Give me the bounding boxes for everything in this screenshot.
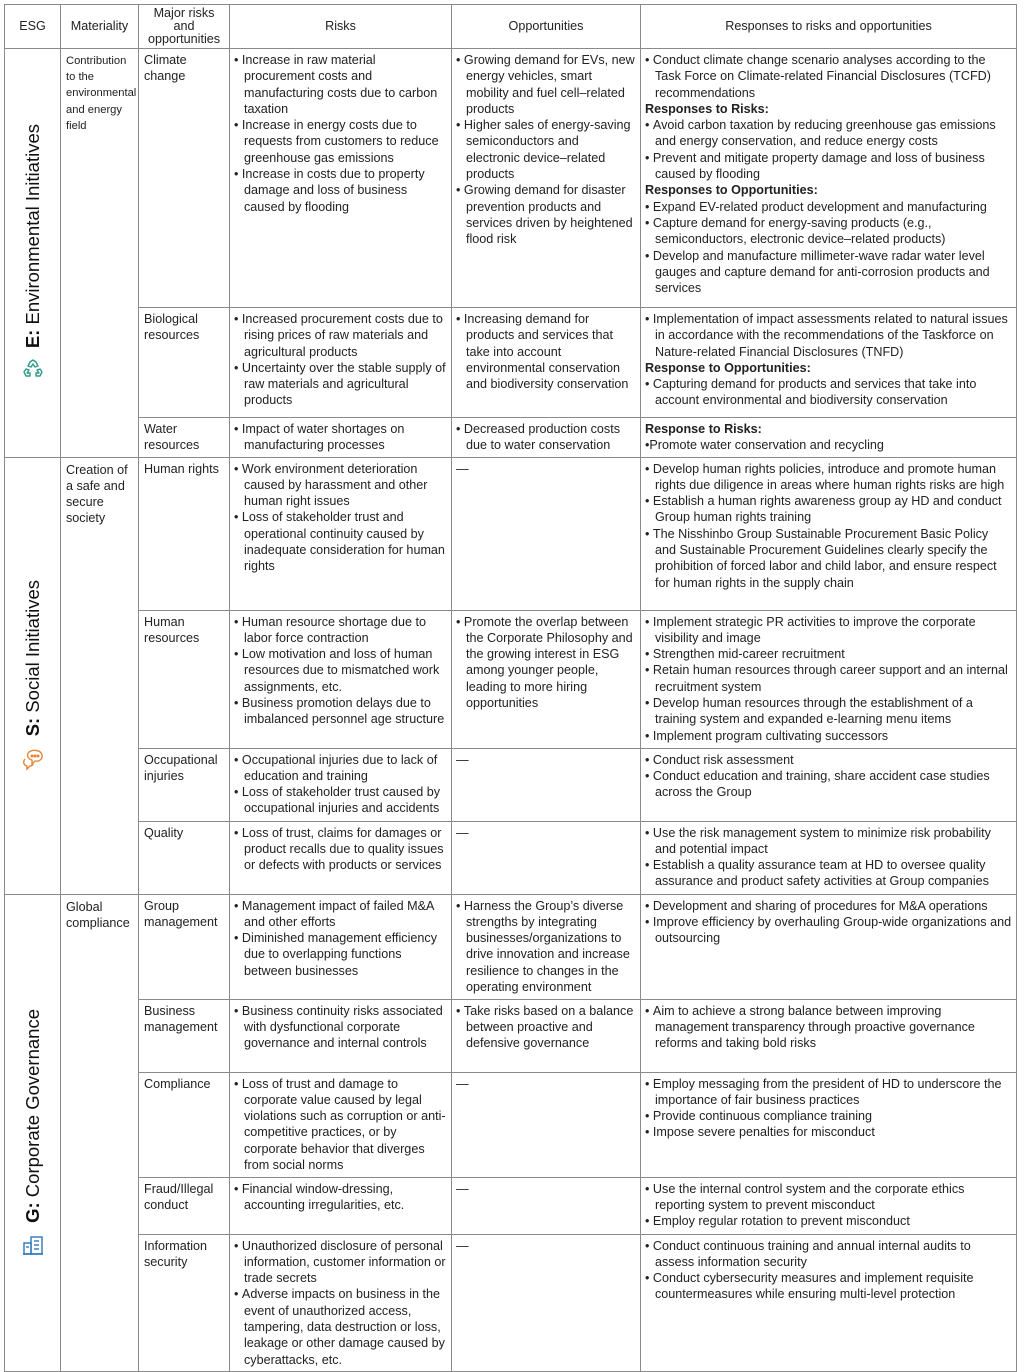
list-item: • Conduct climate change scenario analyses according to the Task Force on Climate-related Financial Disclosures (TCFD) recommendations bbox=[645, 52, 1012, 101]
list-item: • Provide continuous compliance training bbox=[645, 1108, 1012, 1124]
list-item: • Work environment deterioration caused by harassment and other human right issues bbox=[234, 461, 447, 510]
list-item: • Implement strategic PR activities to improve the corporate visibility and image bbox=[645, 614, 1012, 647]
list-item: • Business promotion delays due to imbalanced personnel age structure bbox=[234, 695, 447, 728]
header-major-risks: Major risks and opportunities bbox=[139, 5, 230, 49]
responses-subheading: Responses to Opportunities: bbox=[645, 183, 818, 198]
list-item: • Use the internal control system and the corporate ethics reporting system to prevent misconduct bbox=[645, 1181, 1012, 1214]
responses-occupational-injuries bbox=[641, 748, 1017, 821]
list-item: • Occupational injuries due to lack of education and training bbox=[234, 752, 447, 785]
list-item: • The Nisshinbo Group Sustainable Procurement Basic Policy and Sustainable Procurement Guidelines clearly specify the prohibition of forced labor and child labor, and ensure respect for human rights in the supply chain bbox=[645, 526, 1012, 591]
esg-social-label: S: Social Initiatives bbox=[21, 580, 43, 737]
list-item: • Employ messaging from the president of HD to underscore the importance of fair business practices bbox=[645, 1076, 1012, 1109]
speech-bubble-icon bbox=[21, 747, 45, 771]
list-item: • Retain human resources through career support and an internal recruitment system bbox=[645, 662, 1012, 695]
list-item: • Growing demand for disaster prevention products and services driven by heightened flood risk bbox=[456, 182, 636, 247]
list-item: • Increase in raw material procurement costs and manufacturing costs due to carbon taxation bbox=[234, 52, 447, 117]
esg-risk-table bbox=[4, 4, 1017, 1372]
responses-water-resources bbox=[641, 418, 1017, 458]
opportunities-biological-resources bbox=[452, 308, 641, 418]
esg-social-cell bbox=[5, 457, 61, 894]
header-responses: Responses to risks and opportunities bbox=[641, 5, 1017, 49]
responses-subheading: Responses to Risks: bbox=[645, 101, 769, 116]
list-item: • Implement program cultivating successors bbox=[645, 728, 1012, 744]
header-opportunities: Opportunities bbox=[452, 5, 641, 49]
risks-human-rights bbox=[230, 457, 452, 610]
list-item: • Conduct education and training, share accident case studies across the Group bbox=[645, 768, 1012, 801]
list-item: • Prevent and mitigate property damage and loss of business caused by flooding bbox=[645, 150, 1012, 183]
recycle-icon bbox=[21, 358, 45, 382]
materiality-gov: Global compliance bbox=[61, 894, 139, 1371]
list-item: • Harness the Group’s diverse strengths by integrating businesses/organizations to drive innovation and increase resilience to changes in the operating environment bbox=[456, 898, 636, 996]
list-item: • Expand EV-related product development and manufacturing bbox=[645, 199, 1012, 215]
building-icon bbox=[21, 1233, 45, 1257]
responses-information-security bbox=[641, 1234, 1017, 1371]
responses-biological-resources bbox=[641, 308, 1017, 418]
list-item: • Develop human resources through the establishment of a training system and expanded e-learning menu items bbox=[645, 695, 1012, 728]
table-row bbox=[5, 1234, 1017, 1371]
list-item: • Decreased production costs due to water conservation bbox=[456, 421, 636, 454]
list-item: • Employ regular rotation to prevent misconduct bbox=[645, 1213, 1012, 1229]
list-item: • Promote the overlap between the Corporate Philosophy and the growing interest in ESG among younger people, leading to more hiring opportunities bbox=[456, 614, 636, 712]
materiality-social: Creation of a safe and secure society bbox=[61, 457, 139, 894]
table-row bbox=[5, 49, 1017, 308]
table-row bbox=[5, 894, 1017, 999]
opportunities-fraud-illegal-conduct: — bbox=[452, 1177, 641, 1234]
responses-quality bbox=[641, 821, 1017, 894]
table-row bbox=[5, 821, 1017, 894]
esg-gov-cell bbox=[5, 894, 61, 1371]
list-item: • Establish a human rights awareness group ay HD and conduct Group human rights training bbox=[645, 493, 1012, 526]
list-item: • Conduct risk assessment bbox=[645, 752, 1012, 768]
opportunities-water-resources bbox=[452, 418, 641, 458]
item-biological-resources: Biological resources bbox=[139, 308, 230, 418]
item-business-management: Business management bbox=[139, 999, 230, 1072]
responses-business-management bbox=[641, 999, 1017, 1072]
list-item: • Low motivation and loss of human resources due to mismatched work assignments, etc. bbox=[234, 646, 447, 695]
list-item: • Loss of stakeholder trust caused by occupational injuries and accidents bbox=[234, 784, 447, 817]
list-item: • Improve efficiency by overhauling Group-wide organizations and outsourcing bbox=[645, 914, 1012, 947]
responses-climate-change bbox=[641, 49, 1017, 308]
list-item: • Impact of water shortages on manufacturing processes bbox=[234, 421, 447, 454]
materiality-env: Contribution to the environmental and energy field bbox=[61, 49, 139, 458]
list-item: • Loss of trust and damage to corporate value caused by legal violations such as corruption or anti-competitive practices, or by corporate behavior that diverges from social norms bbox=[234, 1076, 447, 1174]
list-item: • Increase in costs due to property damage and loss of business caused by flooding bbox=[234, 166, 447, 215]
table-row bbox=[5, 457, 1017, 610]
opportunities-human-resources bbox=[452, 610, 641, 748]
list-item: • Financial window-dressing, accounting irregularities, etc. bbox=[234, 1181, 447, 1214]
table-row bbox=[5, 748, 1017, 821]
list-item: • Adverse impacts on business in the event of unauthorized access, tampering, data destruction or loss, leakage or other damage caused by cyberattacks, etc. bbox=[234, 1286, 447, 1367]
list-item: • Increase in energy costs due to requests from customers to reduce greenhouse gas emissions bbox=[234, 117, 447, 166]
table-row bbox=[5, 308, 1017, 418]
table-row bbox=[5, 1177, 1017, 1234]
responses-human-rights bbox=[641, 457, 1017, 610]
responses-group-management bbox=[641, 894, 1017, 999]
header-materiality: Materiality bbox=[61, 5, 139, 49]
responses-fraud-illegal-conduct bbox=[641, 1177, 1017, 1234]
risks-human-resources bbox=[230, 610, 452, 748]
response-text: •Promote water conservation and recycling bbox=[645, 438, 884, 453]
risks-group-management bbox=[230, 894, 452, 999]
list-item: • Development and sharing of procedures for M&A operations bbox=[645, 898, 1012, 914]
list-item: • Use the risk management system to minimize risk probability and potential impact bbox=[645, 825, 1012, 858]
risks-quality bbox=[230, 821, 452, 894]
list-item: • Human resource shortage due to labor force contraction bbox=[234, 614, 447, 647]
responses-human-resources bbox=[641, 610, 1017, 748]
opportunities-human-rights: — bbox=[452, 457, 641, 610]
list-item: • Loss of stakeholder trust and operational continuity caused by inadequate consideration for human rights bbox=[234, 509, 447, 574]
responses-subheading: Response to Risks: bbox=[645, 422, 762, 436]
table-row bbox=[5, 418, 1017, 458]
risks-biological-resources bbox=[230, 308, 452, 418]
opportunities-occupational-injuries: — bbox=[452, 748, 641, 821]
list-item: • Business continuity risks associated with dysfunctional corporate governance and internal controls bbox=[234, 1003, 447, 1052]
header-esg: ESG bbox=[5, 5, 61, 49]
risks-water-resources bbox=[230, 418, 452, 458]
header-row bbox=[5, 5, 1017, 49]
list-item: • Uncertainty over the stable supply of raw materials and agricultural products bbox=[234, 360, 447, 409]
list-item: • Implementation of impact assessments related to natural issues in accordance with the recommendations of the Taskforce on Nature-related Financial Disclosures (TNFD) bbox=[645, 311, 1012, 360]
list-item: • Develop and manufacture millimeter-wave radar water level gauges and capture demand for anti-corrosion products and services bbox=[645, 248, 1012, 297]
list-item: • Aim to achieve a strong balance between improving management transparency through proactive governance reforms and taking bold risks bbox=[645, 1003, 1012, 1052]
opportunities-compliance: — bbox=[452, 1072, 641, 1177]
list-item: • Growing demand for EVs, new energy vehicles, smart mobility and fuel cell–related products bbox=[456, 52, 636, 117]
table-row bbox=[5, 999, 1017, 1072]
risks-compliance bbox=[230, 1072, 452, 1177]
item-fraud-illegal-conduct: Fraud/Illegal conduct bbox=[139, 1177, 230, 1234]
list-item: • Increased procurement costs due to rising prices of raw materials and agricultural products bbox=[234, 311, 447, 360]
risks-information-security bbox=[230, 1234, 452, 1371]
item-compliance: Compliance bbox=[139, 1072, 230, 1177]
responses-subheading: Response to Opportunities: bbox=[645, 360, 811, 375]
list-item: • Diminished management efficiency due to overlapping functions between businesses bbox=[234, 930, 447, 979]
item-human-resources: Human resources bbox=[139, 610, 230, 748]
opportunities-business-management bbox=[452, 999, 641, 1072]
item-occupational-injuries: Occupational injuries bbox=[139, 748, 230, 821]
list-item: • Capture demand for energy-saving products (e.g., semiconductors, electronic device–related products) bbox=[645, 215, 1012, 248]
risks-climate-change bbox=[230, 49, 452, 308]
esg-env-cell bbox=[5, 49, 61, 458]
opportunities-group-management bbox=[452, 894, 641, 999]
list-item: • Avoid carbon taxation by reducing greenhouse gas emissions and energy conservation, and reduce energy costs bbox=[645, 117, 1012, 150]
table-row bbox=[5, 610, 1017, 748]
list-item: • Conduct continuous training and annual internal audits to assess information security bbox=[645, 1238, 1012, 1271]
risks-occupational-injuries bbox=[230, 748, 452, 821]
item-information-security: Information security bbox=[139, 1234, 230, 1371]
list-item: • Unauthorized disclosure of personal information, customer information or trade secrets bbox=[234, 1238, 447, 1287]
item-quality: Quality bbox=[139, 821, 230, 894]
list-item: • Management impact of failed M&A and other efforts bbox=[234, 898, 447, 931]
list-item: • Strengthen mid-career recruitment bbox=[645, 646, 1012, 662]
item-group-management: Group management bbox=[139, 894, 230, 999]
table-row bbox=[5, 1072, 1017, 1177]
opportunities-information-security: — bbox=[452, 1234, 641, 1371]
list-item: • Higher sales of energy-saving semiconductors and electronic device–related products bbox=[456, 117, 636, 182]
esg-gov-label: G: Corporate Governance bbox=[21, 1008, 43, 1223]
list-item: • Loss of trust, claims for damages or product recalls due to quality issues or defects with products or services bbox=[234, 825, 447, 874]
opportunities-climate-change bbox=[452, 49, 641, 308]
list-item: • Capturing demand for products and services that take into account environmental and biodiversity conservation bbox=[645, 376, 1012, 409]
list-item: • Take risks based on a balance between proactive and defensive governance bbox=[456, 1003, 636, 1052]
list-item: • Develop human rights policies, introduce and promote human rights due diligence in areas where human rights risks are high bbox=[645, 461, 1012, 494]
risks-fraud-illegal-conduct bbox=[230, 1177, 452, 1234]
list-item: • Establish a quality assurance team at HD to oversee quality assurance and product safety activities at Group companies bbox=[645, 857, 1012, 890]
responses-compliance bbox=[641, 1072, 1017, 1177]
item-human-rights: Human rights bbox=[139, 457, 230, 610]
list-item: • Conduct cybersecurity measures and implement requisite countermeasures while ensuring multi-level protection bbox=[645, 1270, 1012, 1303]
esg-env-label: E: Environmental Initiatives bbox=[21, 123, 43, 348]
list-item: • Increasing demand for products and services that take into account environmental conservation and biodiversity conservation bbox=[456, 311, 636, 392]
list-item: • Impose severe penalties for misconduct bbox=[645, 1124, 1012, 1140]
header-risks: Risks bbox=[230, 5, 452, 49]
item-climate-change: Climate change bbox=[139, 49, 230, 308]
opportunities-quality: — bbox=[452, 821, 641, 894]
item-water-resources: Water resources bbox=[139, 418, 230, 458]
risks-business-management bbox=[230, 999, 452, 1072]
